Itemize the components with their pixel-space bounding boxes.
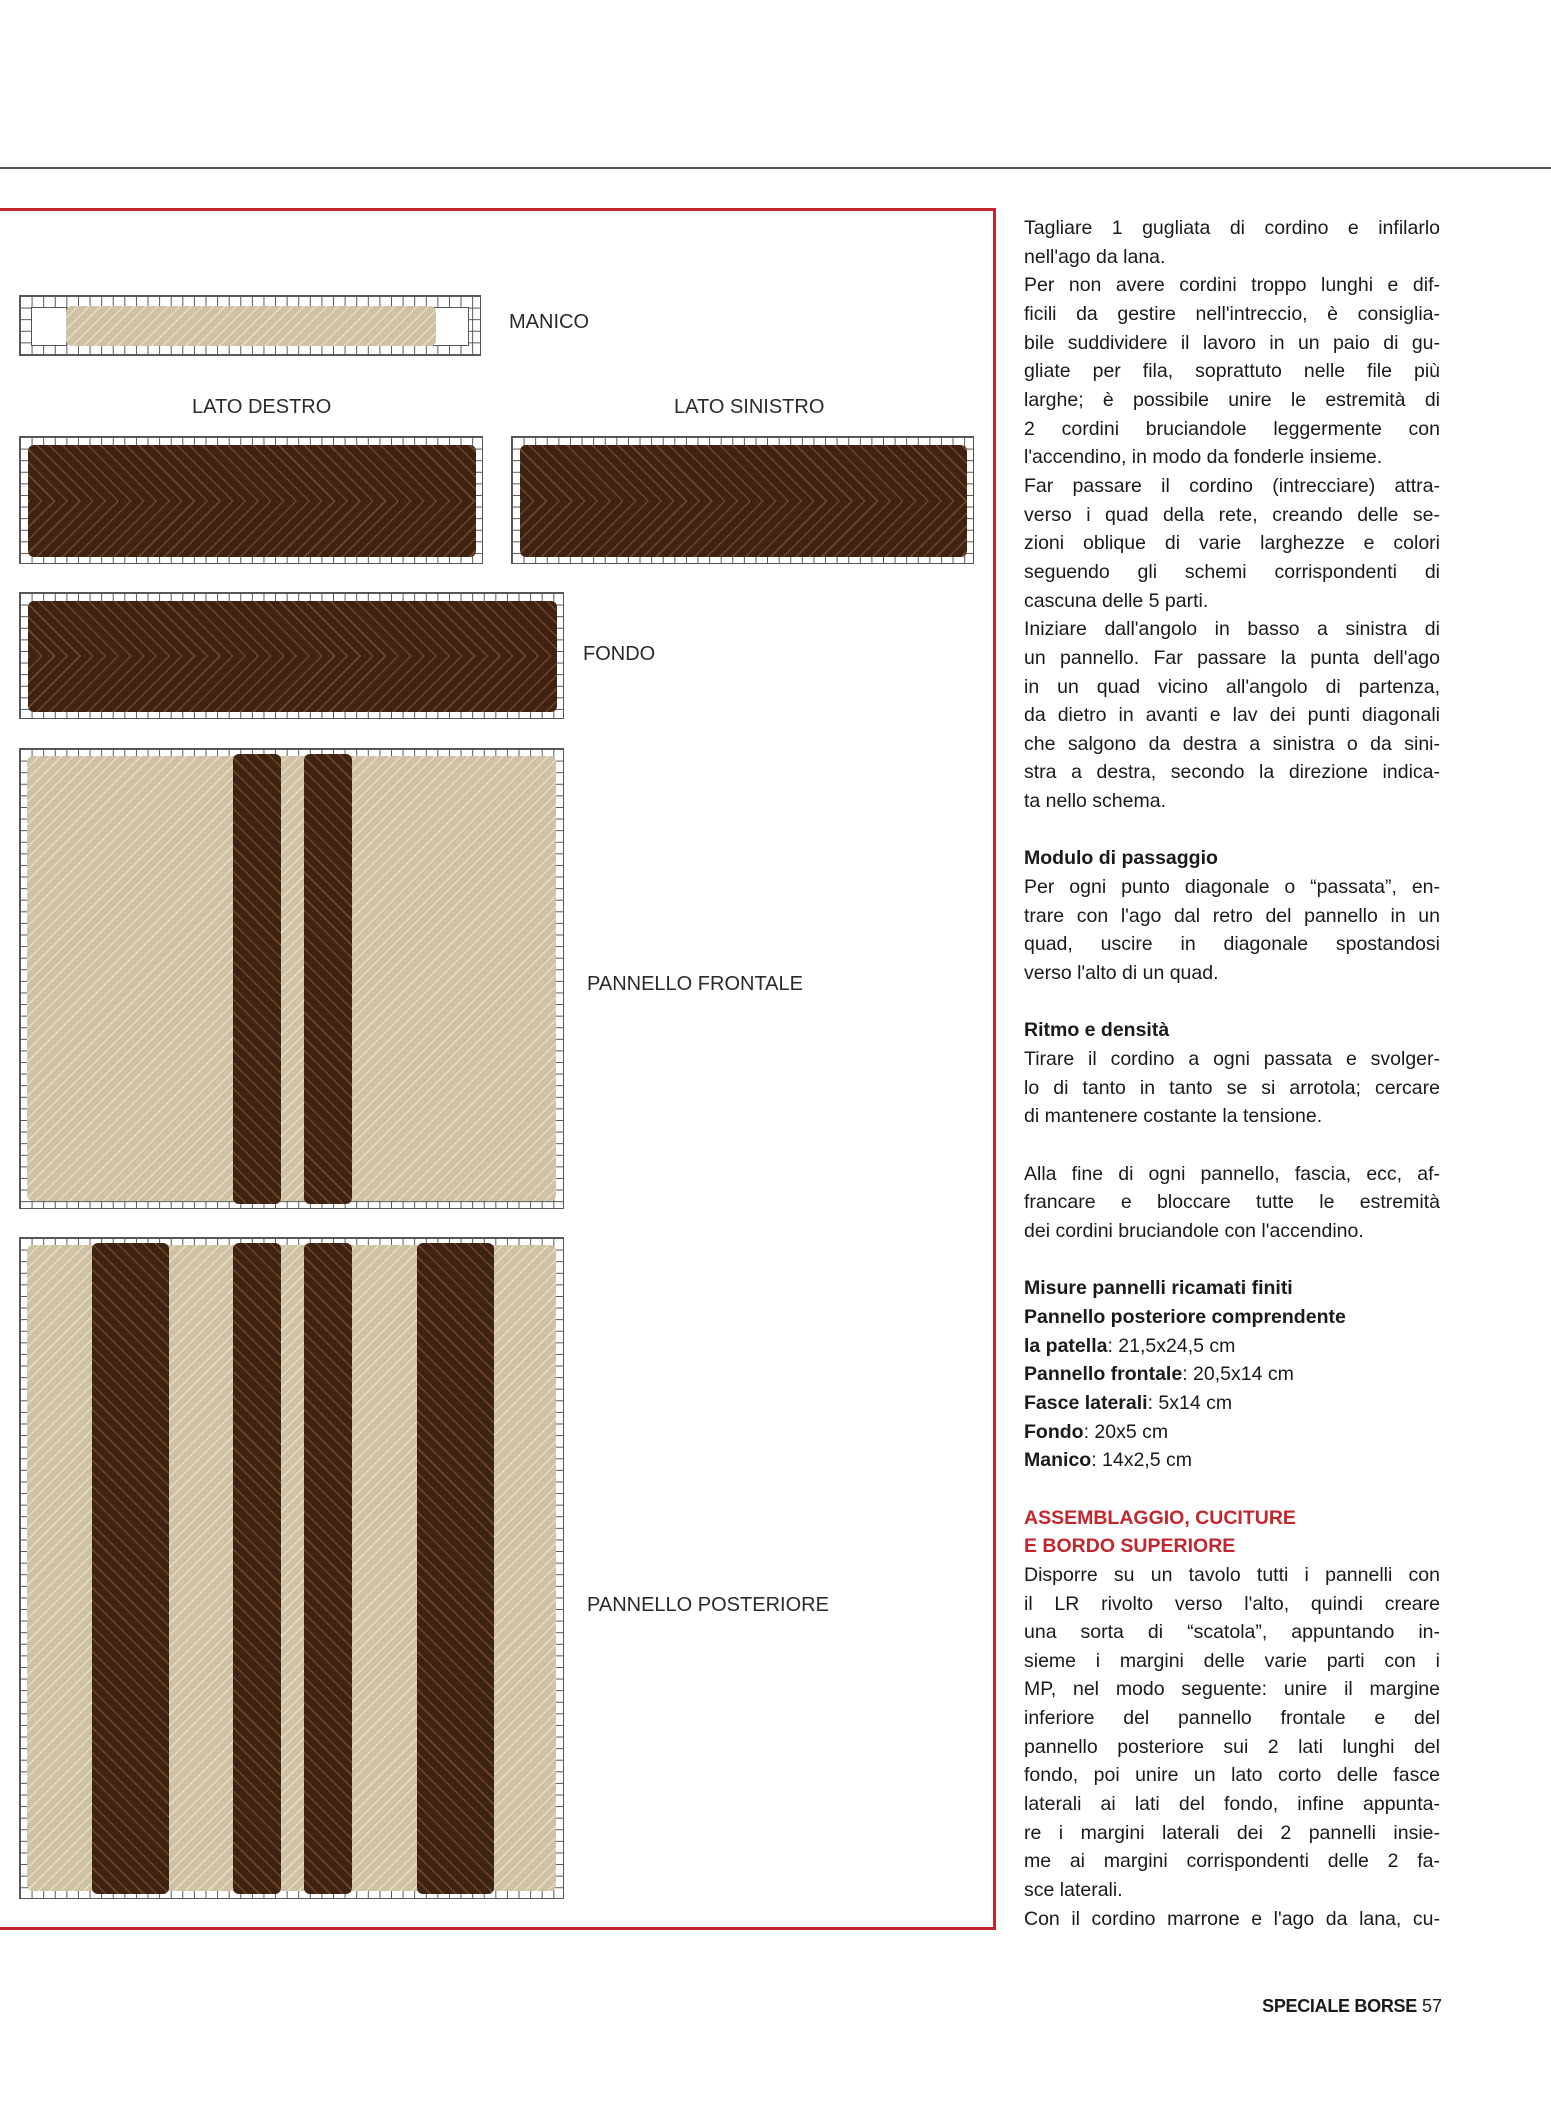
paragraph-line: pannello posteriore sui 2 lati lunghi del: [1024, 1735, 1440, 1758]
measurement-item: [1024, 1418, 1440, 1447]
paragraph-line: il LR rivolto verso l'alto, quindi creare: [1024, 1592, 1440, 1615]
paragraph-line: gliate per fila, soprattuto nelle file più: [1024, 360, 1440, 383]
paragraph-line: verso l'alto di un quad.: [1024, 962, 1219, 985]
paragraph-line: lo di tanto in tanto se si arrotola; cercare: [1024, 1076, 1440, 1099]
label-pannello-frontale: PANNELLO FRONTALE: [587, 973, 803, 995]
page-number: 57: [1421, 1996, 1442, 2016]
paragraph-line: cascuna delle 5 parti.: [1024, 589, 1209, 612]
paragraph-line: in un quad vicino all'angolo di partenza,: [1024, 675, 1440, 698]
paragraph-line: Alla fine di ogni pannello, fascia, ecc, af-: [1024, 1162, 1440, 1185]
paragraph-line: stra a destra, secondo la direzione indica-: [1024, 761, 1440, 784]
paragraph-line: una sorta di “scatola”, appuntando in-: [1024, 1621, 1440, 1644]
measurement-label: Fasce laterali: [1024, 1391, 1148, 1414]
heading-ritmo: Ritmo e densità: [1024, 1019, 1170, 1042]
lato-destro-chart: [19, 436, 483, 564]
paragraph-line: seguendo gli schemi corrispondenti di: [1024, 560, 1440, 583]
paragraph-line: sce laterali.: [1024, 1879, 1123, 1902]
paragraph-line: bile suddividere il lavoro in un paio di gu-: [1024, 331, 1440, 354]
paragraph-line: laterali ai lati del fondo, infine appunta-: [1024, 1793, 1440, 1816]
paragraph-line: inferiore del pannello frontale e del: [1024, 1707, 1440, 1730]
manico-chart: [19, 295, 481, 356]
paragraph-line: me ai margini corrispondenti delle 2 fa-: [1024, 1850, 1440, 1873]
paragraph-line: quad, uscire in diagonale spostandosi: [1024, 933, 1440, 956]
measurement-label: la patella: [1024, 1334, 1108, 1357]
top-rule: [0, 167, 1551, 169]
paragraph-line: trare con l'ago dal retro del pannello in un: [1024, 904, 1440, 927]
magazine-section: SPECIALE BORSE: [1262, 1996, 1417, 2016]
label-fondo: FONDO: [583, 643, 656, 665]
heading-assembly: ASSEMBLAGGIO, CUCITURE: [1024, 1506, 1296, 1529]
measurement-item: [1024, 1360, 1440, 1389]
paragraph-line: verso i quad della rete, creando delle se-: [1024, 503, 1440, 526]
measurement-item: [1024, 1389, 1440, 1418]
paragraph-line: Tagliare 1 gugliata di cordino e infilarlo: [1024, 217, 1440, 239]
paragraph-line: MP, nel modo seguente: unire il margine: [1024, 1678, 1440, 1701]
heading-misure: Misure pannelli ricamati finiti: [1024, 1277, 1293, 1300]
measurement-label: Manico: [1024, 1449, 1092, 1472]
label-manico: MANICO: [509, 311, 589, 333]
paragraph-line: sieme i margini delle varie parti con i: [1024, 1649, 1440, 1672]
paragraph-line: che salgono da destra a sinistra o da sini-: [1024, 732, 1440, 755]
paragraph-line: ficili da gestire nell'intreccio, è consiglia-: [1024, 302, 1440, 325]
paragraph-line: fondo, poi unire un lato corto delle fasce: [1024, 1764, 1440, 1787]
lato-sinistro-chart: [511, 436, 974, 564]
paragraph-line: ta nello schema.: [1024, 790, 1166, 813]
paragraph-line: Iniziare dall'angolo in basso a sinistra di: [1024, 618, 1440, 641]
measurement-item: [1024, 1332, 1440, 1361]
heading-assembly: E BORDO SUPERIORE: [1024, 1535, 1236, 1558]
page-footer: [1262, 1996, 1442, 2017]
paragraph-line: Disporre su un tavolo tutti i pannelli con: [1024, 1563, 1440, 1586]
pannello-frontale-chart: [19, 748, 564, 1209]
instructions-column: [1024, 214, 1440, 1933]
measurement-value: : 20,5x14 cm: [1182, 1363, 1294, 1386]
label-lato-destro: LATO DESTRO: [192, 396, 332, 418]
heading-modulo: Modulo di passaggio: [1024, 847, 1218, 870]
measurement-label: Fondo: [1024, 1420, 1084, 1443]
label-pannello-posteriore: PANNELLO POSTERIORE: [587, 1594, 829, 1616]
measurement-item: [1024, 1446, 1440, 1475]
paragraph-line: nell'ago da lana.: [1024, 245, 1166, 268]
paragraph-line: un pannello. Far passare la punta dell'ago: [1024, 646, 1440, 669]
paragraph-line: Con il cordino marrone e l'ago da lana, cu-: [1024, 1907, 1440, 1930]
paragraph-line: l'accendino, in modo da fonderle insieme.: [1024, 446, 1383, 469]
measurement-value: : 20x5 cm: [1083, 1420, 1169, 1443]
paragraph-line: Per ogni punto diagonale o “passata”, en-: [1024, 876, 1440, 899]
paragraph-line: larghe; è possibile unire le estremità di: [1024, 388, 1440, 411]
measurement-label: Pannello frontale: [1024, 1363, 1183, 1386]
pannello-posteriore-chart: [19, 1237, 564, 1899]
fondo-chart: [19, 592, 564, 719]
paragraph-line: zioni oblique di varie larghezze e colori: [1024, 532, 1440, 555]
heading-misure-sub: Pannello posteriore comprendente: [1024, 1305, 1346, 1328]
measurement-value: : 21,5x24,5 cm: [1107, 1334, 1236, 1357]
measurement-value: : 14x2,5 cm: [1091, 1449, 1192, 1472]
paragraph-line: dei cordini bruciandole con l'accendino.: [1024, 1219, 1364, 1242]
paragraph-line: Tirare il cordino a ogni passata e svolger-: [1024, 1048, 1440, 1071]
paragraph-line: re i margini laterali dei 2 pannelli insie-: [1024, 1821, 1440, 1844]
paragraph-line: francare e bloccare tutte le estremità: [1024, 1191, 1440, 1214]
paragraph-line: Far passare il cordino (intrecciare) attra-: [1024, 474, 1440, 497]
paragraph-line: Per non avere cordini troppo lunghi e dif-: [1024, 274, 1440, 297]
paragraph-line: da dietro in avanti e lav dei punti diagonali: [1024, 704, 1440, 727]
paragraph-line: 2 cordini bruciandole leggermente con: [1024, 417, 1440, 440]
label-lato-sinistro: LATO SINISTRO: [674, 396, 825, 418]
paragraph-line: di mantenere costante la tensione.: [1024, 1105, 1323, 1128]
measurement-value: : 5x14 cm: [1147, 1391, 1233, 1414]
